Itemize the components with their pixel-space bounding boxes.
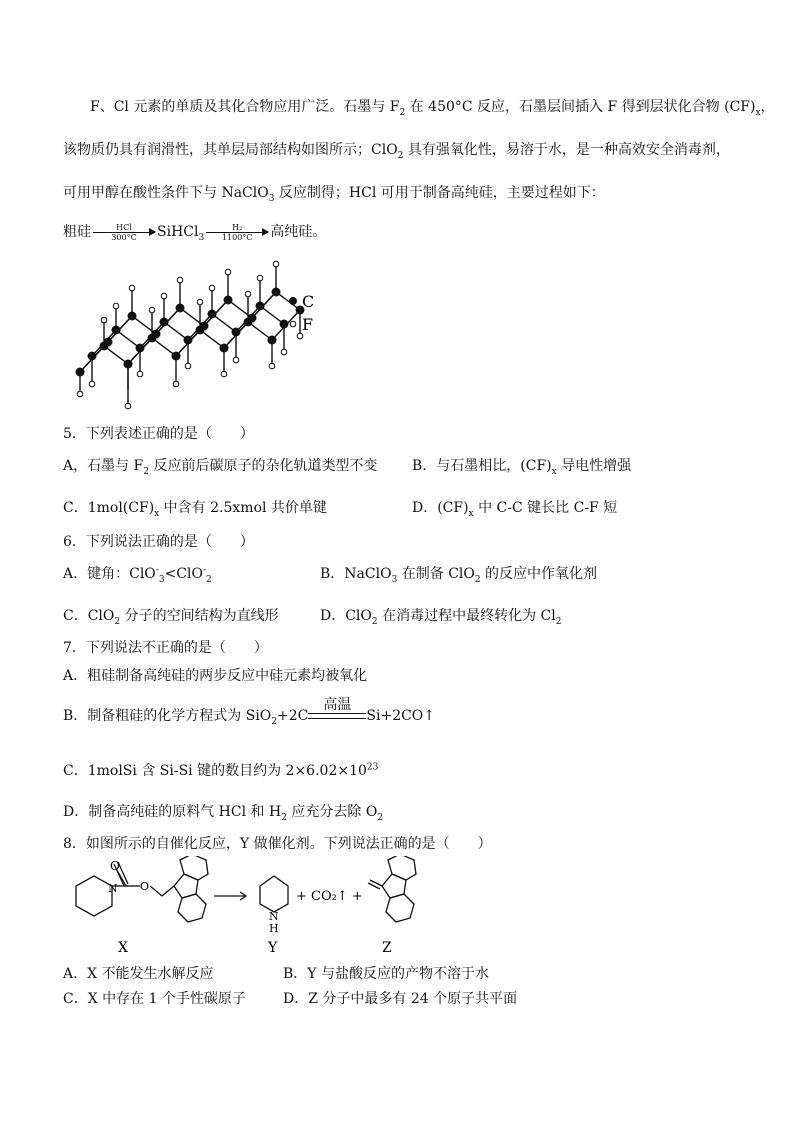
- amine-hydrogen-label: H: [269, 922, 279, 935]
- q8-option-b: B．Y 与盐酸反应的产物不溶于水: [283, 966, 489, 982]
- superscript: 23: [366, 762, 379, 773]
- intro-text: ，: [760, 99, 775, 115]
- intro-line-2: [63, 140, 730, 160]
- subscript: x: [154, 508, 160, 519]
- intro-text: 该物质仍具有润滑性，其单层局部结构如图所示；ClO: [63, 142, 398, 158]
- intro-text: 在 450°C 反应，石墨层间插入 F 得到层状化合物 (CF): [405, 99, 756, 115]
- option-text: B．NaClO: [320, 566, 392, 582]
- option-text: +2C: [277, 708, 309, 724]
- option-text: D．ClO: [320, 608, 372, 624]
- option-text: A．键角：ClO: [63, 566, 156, 582]
- amine-nitrogen-label: N: [269, 910, 279, 923]
- figure-legend: [286, 290, 326, 334]
- subscript: 3: [391, 574, 398, 585]
- legend-label-f: F: [302, 315, 314, 334]
- subscript: 2: [399, 107, 406, 118]
- subscript: 2: [377, 812, 384, 823]
- option-text: 中含有 2.5xmol 共价单键: [159, 500, 327, 516]
- option-text: <ClO: [164, 566, 203, 582]
- q8-option-c: C．X 中存在 1 个手性碳原子: [63, 991, 246, 1007]
- q7-stem: 7．下列说法不正确的是（ ）: [63, 640, 268, 656]
- subscript: 2: [114, 616, 121, 627]
- option-text: C．ClO: [63, 608, 115, 624]
- q6-option-d: [320, 606, 561, 626]
- subscript: x: [551, 466, 557, 477]
- q6-option-a: [63, 564, 212, 584]
- carbonyl-oxygen-label: O: [110, 859, 120, 873]
- arrow-condition-bottom: 1100°C: [221, 232, 253, 242]
- intro-text: F、Cl 元素的单质及其化合物应用广泛。石墨与 F: [90, 99, 400, 115]
- intro-line-1: [90, 97, 775, 117]
- q8-option-d: D．Z 分子中最多有 24 个原子共平面: [283, 991, 518, 1007]
- intro-text: 可用甲醇在酸性条件下与 NaClO: [63, 185, 269, 201]
- option-text: 中 C-C 键长比 C-F 短: [473, 500, 618, 516]
- q6-option-c: [63, 606, 279, 626]
- subscript: 2: [271, 716, 278, 727]
- intro-line-3: [63, 183, 605, 203]
- process-text: 高纯硅。: [270, 224, 327, 240]
- q5-stem: 5．下列表述正确的是（ ）: [63, 426, 254, 442]
- intro-text: 反应制得；HCl 可用于制备高纯硅，主要过程如下：: [274, 185, 605, 201]
- reaction-equal-sign: [308, 697, 366, 719]
- process-text: 粗硅: [63, 224, 91, 240]
- piperidine-ring-y: [260, 876, 288, 912]
- subscript: 2: [474, 574, 481, 585]
- q6-option-b: [320, 564, 597, 584]
- intro-text: 具有强氧化性，易溶于水，是一种高效安全消毒剂，: [403, 142, 730, 158]
- option-text: A，石墨与 F: [63, 458, 144, 474]
- compound-label-z: Z: [382, 940, 392, 956]
- subscript: x: [755, 107, 761, 118]
- option-text: C．1molSi 含 Si-Si 键的数目约为 2×6.02×10: [63, 763, 367, 779]
- subscript: 2: [555, 616, 562, 627]
- legend-label-c: C: [302, 292, 315, 311]
- reaction-scheme: [66, 856, 446, 960]
- subscript: 2: [281, 812, 287, 823]
- dibenzofulvene-z: [368, 856, 416, 922]
- subscript: 3: [198, 232, 205, 243]
- option-text: D．(CF): [412, 500, 469, 516]
- subscript: 2: [206, 574, 212, 585]
- carbon-legend-dot: [289, 297, 297, 305]
- q8-stem: 8．如图所示的自催化反应，Y 做催化剂。下列说法正确的是（ ）: [63, 836, 492, 852]
- option-text: C．1mol(CF): [63, 500, 155, 516]
- option-text: 在消毒过程中最终转化为 Cl: [377, 608, 556, 624]
- compound-label-y: Y: [268, 940, 278, 956]
- reaction-condition: 高温: [323, 697, 352, 713]
- option-text: D．制备高纯硅的原料气 HCl 和 H: [63, 804, 282, 820]
- q7-option-d: [63, 802, 383, 822]
- subscript: x: [468, 508, 474, 519]
- reaction-arrow-2: [206, 223, 268, 242]
- option-text: 导电性增强: [556, 458, 632, 474]
- subscript: 2: [397, 150, 404, 161]
- option-text: B．与石墨相比，(CF): [412, 458, 552, 474]
- superscript: -: [202, 565, 207, 576]
- q5-option-c: [63, 498, 327, 518]
- q8-option-a: A．X 不能发生水解反应: [63, 966, 214, 982]
- q5-option-b: [412, 456, 631, 476]
- subscript: 3: [158, 574, 165, 585]
- superscript: -: [155, 565, 159, 576]
- option-text: Si+2CO↑: [366, 708, 436, 724]
- q7-option-b: [63, 697, 436, 727]
- piperidine-ring-x: [76, 876, 112, 916]
- q5-option-d: [412, 498, 617, 518]
- subscript: 2: [143, 466, 150, 477]
- arrow-condition-bottom: 300°C: [111, 232, 137, 242]
- co2-byproduct: + CO₂↑ +: [296, 889, 363, 904]
- amide-nitrogen-label: N: [108, 882, 118, 895]
- subscript: 2: [371, 616, 378, 627]
- q7-option-a: A．粗硅制备高纯硅的两步反应中硅元素均被氧化: [63, 668, 368, 684]
- silicon-process-line: [63, 222, 326, 242]
- option-text: B．制备粗硅的化学方程式为 SiO: [63, 708, 272, 724]
- arrow-condition-top: H₂: [232, 222, 243, 232]
- arrow-shaft: [93, 232, 155, 233]
- ester-oxygen-label: O: [140, 880, 150, 893]
- option-text: 反应前后碳原子的杂化轨道类型不变: [149, 458, 378, 474]
- arrow-condition-top: HCl: [116, 222, 132, 232]
- double-bar: [308, 713, 366, 719]
- compound-label-x: X: [118, 940, 128, 956]
- fluorine-legend-dot: [290, 321, 296, 327]
- arrow-shaft: [206, 232, 268, 233]
- process-text: SiHCl: [157, 224, 199, 240]
- subscript: 3: [268, 193, 275, 204]
- q7-option-c: [63, 761, 378, 781]
- reaction-arrow-1: [93, 223, 155, 242]
- option-text: 分子的空间结构为直线形: [120, 608, 279, 624]
- q5-option-a: [63, 456, 377, 476]
- option-text: 应充分去除 O: [286, 804, 378, 820]
- cf-layer-structure-figure: [72, 260, 332, 415]
- option-text: 在制备 ClO: [397, 566, 475, 582]
- q6-stem: 6．下列说法正确的是（ ）: [63, 534, 254, 550]
- option-text: 的反应中作氧化剂: [480, 566, 598, 582]
